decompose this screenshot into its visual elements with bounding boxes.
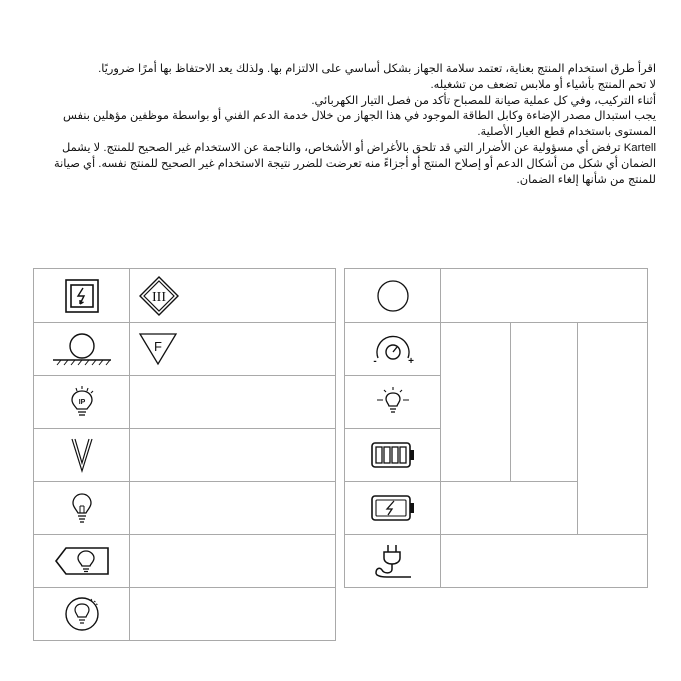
empty-cell [130, 482, 336, 535]
paragraph-replacement: يجب استبدال مصدر الإضاءة وكابل الطاقة الموجود في هذا الجهاز من خلال خدمة الدعم الفني أو بواسطة موظفين مؤهلين بنفس المستوى باستخدام قطع الغيار الأصلية. [62, 110, 656, 139]
power-plug-icon [373, 543, 413, 579]
f-mark-label: F [154, 339, 162, 354]
empty-cell [130, 376, 336, 429]
bulb-icon [70, 492, 94, 524]
safety-transformer-icon [65, 279, 99, 313]
empty-cell [441, 535, 648, 588]
f-mark-cell [130, 323, 336, 376]
empty-cell [130, 588, 336, 641]
ip-label: IP [78, 399, 85, 406]
f-mark-icon [138, 332, 178, 366]
empty-cell [441, 269, 648, 323]
class-iii-cell [130, 269, 336, 323]
circle-symbol-cell [345, 269, 441, 323]
ip-bulb-icon [67, 385, 97, 419]
safety-instructions [44, 62, 656, 188]
ip-protection-cell [34, 376, 130, 429]
dimmable-bulb-cell [34, 588, 130, 641]
plus-label: + [407, 356, 414, 367]
paragraph-liability: Kartell ترفض أي مسؤولية عن الأضرار التي قد تلحق بالأغراض أو الأشخاص، والناجمة عن الاستخدام غير الصحيح للمنتج. لا يشمل الضمان أي شكل من أشكال الدعم أو إصلاح المنتج أو أجزاءً منه تعرضت للضرر نتيجة الاستخدام غير الصحيح للمنتج نفسه. أي صيانة للمنتج من شأنها إلغاء الضمان. [54, 141, 656, 186]
bulb-cell [34, 482, 130, 535]
empty-cell [441, 323, 511, 482]
left-symbols-table [33, 268, 336, 641]
dimmer-cell [345, 323, 441, 376]
mounting-surface-cell [34, 323, 130, 376]
dimmable-bulb-icon [64, 596, 100, 632]
mounting-surface-icon [51, 332, 113, 366]
minus-label: - [372, 356, 377, 367]
battery-charging-cell [345, 482, 441, 535]
light-on-cell [345, 376, 441, 429]
right-symbols-table [344, 268, 648, 588]
battery-full-icon [371, 442, 415, 468]
power-plug-cell [345, 535, 441, 588]
empty-cell [441, 482, 578, 535]
class-iii-icon [138, 275, 180, 317]
paragraph-disconnect-power: أثناء التركيب، وفي كل عملية صيانة للمصباح تأكد من فصل التيار الكهربائي. [311, 94, 656, 107]
v-mark-icon [70, 437, 94, 473]
empty-cell [130, 429, 336, 482]
light-on-bulb-icon [373, 386, 413, 418]
circle-icon [376, 279, 410, 313]
v-mark-cell [34, 429, 130, 482]
replace-bulb-icon [54, 546, 110, 576]
empty-cell [511, 323, 578, 482]
paragraph-do-not-cover: لا تحم المنتج بأشياء أو ملابس تضعف من تشغيله. [430, 78, 656, 91]
empty-cell [578, 323, 648, 535]
battery-charging-icon [371, 495, 415, 521]
paragraph-read-instructions: اقرأ طرق استخدام المنتج بعناية، تعتمد سلامة الجهاز بشكل أساسي على الالتزام بها. ولذلك يعد الاحتفاظ بها أمرًا ضروريًا. [98, 63, 656, 75]
dimmer-knob-icon [369, 332, 417, 366]
replace-bulb-cell [34, 535, 130, 588]
safety-transformer-cell [34, 269, 130, 323]
empty-cell [130, 535, 336, 588]
battery-cell [345, 429, 441, 482]
class-iii-label: III [152, 289, 166, 305]
